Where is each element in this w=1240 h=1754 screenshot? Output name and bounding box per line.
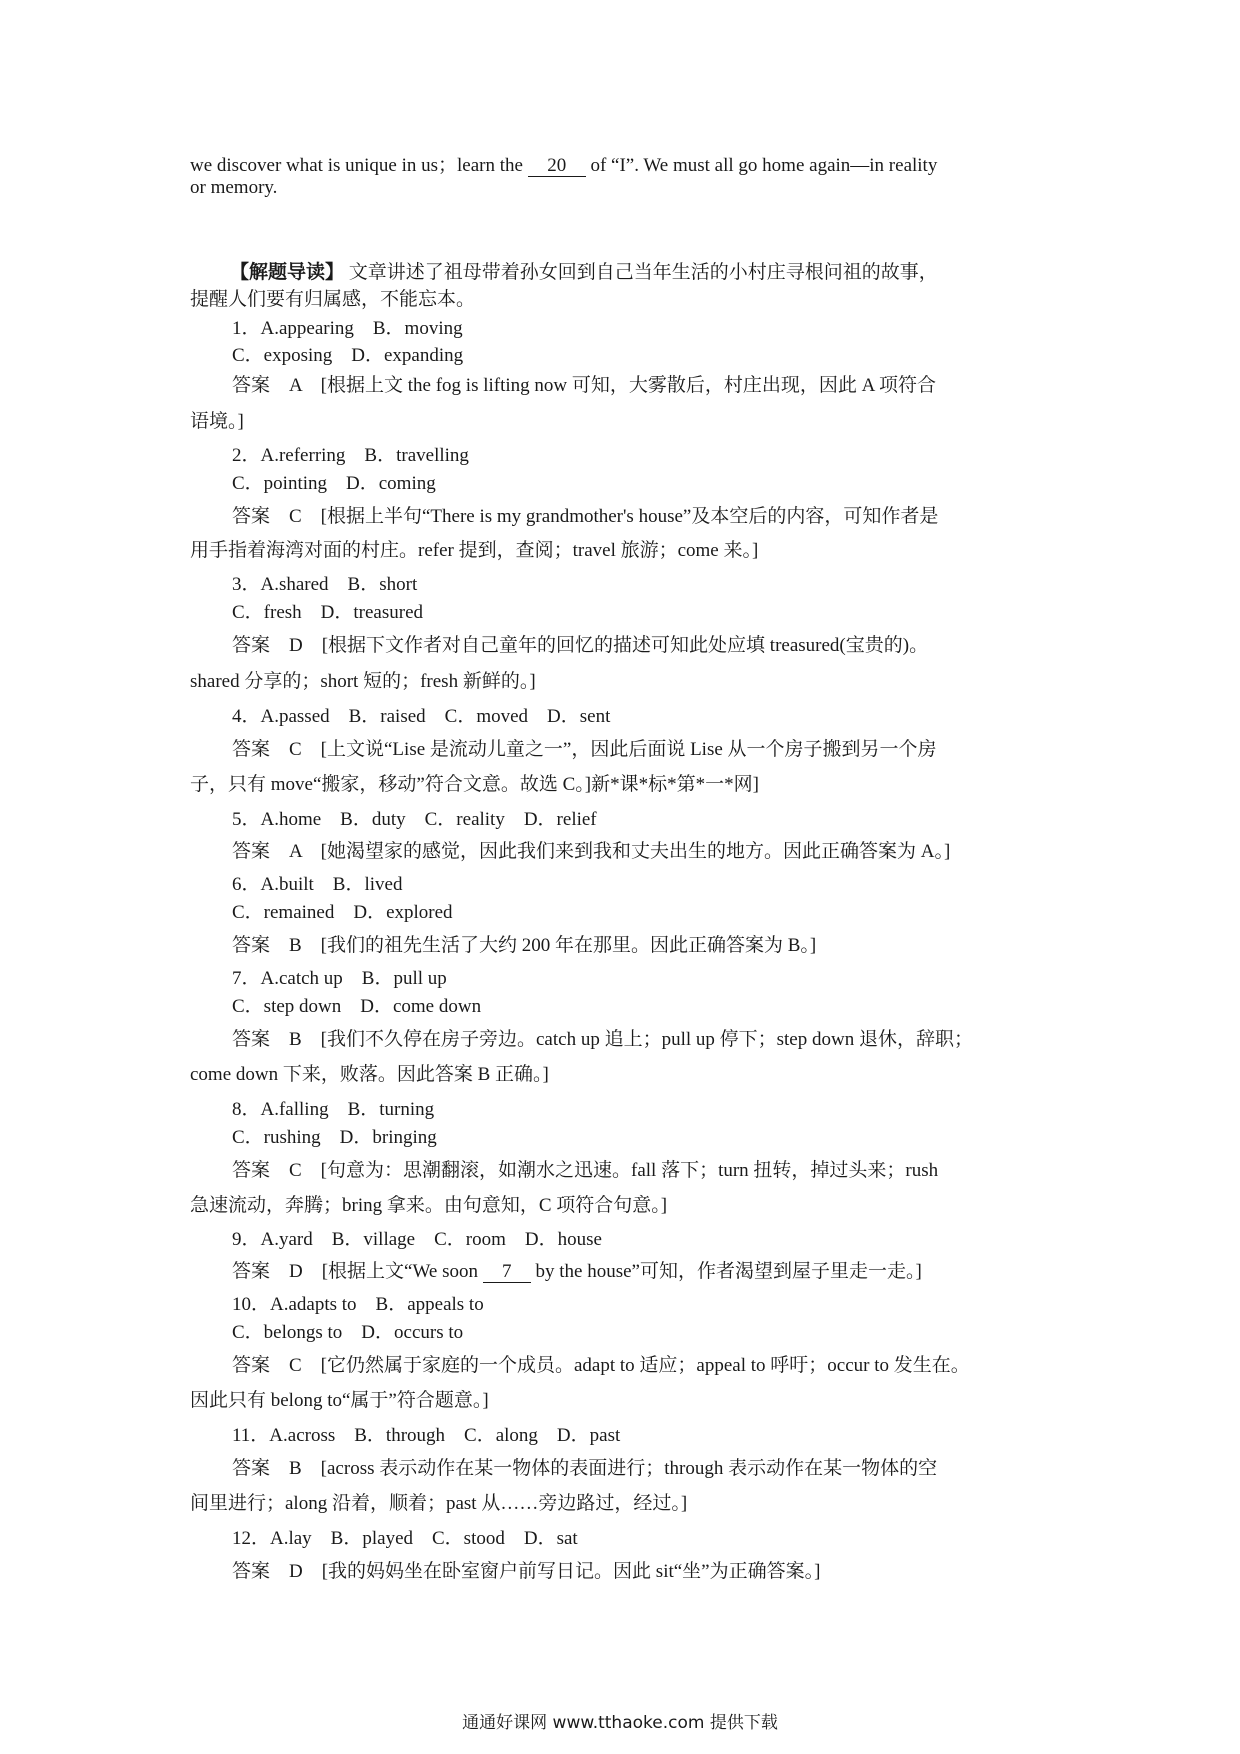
q10-options-1: 10．A.adapts to B．appeals to: [232, 1294, 484, 1315]
q10-answer-cont: 因此只有 belong to“属于”符合题意。]: [190, 1390, 489, 1411]
q6-options-2: C．remained D．explored: [232, 902, 453, 923]
q7-answer: 答案 B [我们不久停在房子旁边。catch up 追上；pull up 停下；step down 退休，辞职；: [232, 1029, 973, 1050]
q4-answer-cont: 子，只有 move“搬家，移动”符合文意。故选 C。]新*课*标*第*一*网]: [190, 774, 759, 795]
q12-answer: 答案 D [我的妈妈坐在卧室窗户前写日记。因此 sit“坐”为正确答案。]: [232, 1561, 821, 1582]
guide-line-2: 提醒人们要有归属感，不能忘本。: [190, 289, 476, 310]
q1-answer-cont: 语境。]: [190, 411, 244, 432]
passage-line-2: or memory.: [190, 177, 278, 198]
q12-options-1: 12．A.lay B．played C．stood D．sat: [232, 1528, 578, 1549]
q8-answer-cont: 急速流动，奔腾；bring 拿来。由句意知，C 项符合句意。]: [190, 1195, 668, 1216]
passage-text: of “I”. We must all go home again—in reality: [585, 155, 938, 176]
q2-options-2: C．pointing D．coming: [232, 473, 436, 494]
q10-answer: 答案 C [它仍然属于家庭的一个成员。adapt to 适应；appeal to 呼吁；occur to 发生在。: [232, 1355, 970, 1376]
footer-watermark: 通通好课网 www.tthaoke.com 提供下载: [462, 1713, 778, 1733]
q7-options-1: 7．A.catch up B．pull up: [232, 968, 447, 989]
q6-answer: 答案 B [我们的祖先生活了大约 200 年在那里。因此正确答案为 B。]: [232, 935, 817, 956]
q3-options-2: C．fresh D．treasured: [232, 602, 424, 623]
q5-options-1: 5．A.home B．duty C．reality D．relief: [232, 809, 597, 830]
q11-options-1: 11．A.across B．through C．along D．past: [232, 1425, 621, 1446]
q7-options-2: C．step down D．come down: [232, 996, 482, 1017]
q1-answer: 答案 A [根据上文 the fog is lifting now 可知，大雾散后，村庄出现，因此 A 项符合: [232, 375, 937, 396]
q8-options-2: C．rushing D．bringing: [232, 1127, 437, 1148]
q4-answer: 答案 C [上文说“Lise 是流动儿童之一”，因此后面说 Lise 从一个房子搬到另一个房: [232, 739, 937, 760]
q9-answer-text: 答案 D [根据上文“We soon: [232, 1261, 483, 1282]
blank-7: 7: [483, 1262, 531, 1283]
blank-20: 20: [528, 156, 586, 177]
q11-answer-cont: 间里进行；along 沿着，顺着；past 从……旁边路过，经过。]: [190, 1493, 688, 1514]
q3-answer: 答案 D [根据下文作者对自己童年的回忆的描述可知此处应填 treasured(宝贵的)。: [232, 635, 929, 656]
q9-answer-text: by the house”可知，作者渴望到屋子里走一走。]: [530, 1261, 922, 1282]
q3-answer-cont: shared 分享的；short 短的；fresh 新鲜的。]: [190, 671, 536, 692]
guide-title: 【解题导读】: [230, 262, 345, 283]
q6-options-1: 6．A.built B．lived: [232, 874, 403, 895]
q10-options-2: C．belongs to D．occurs to: [232, 1322, 464, 1343]
q9-answer: [232, 1256, 922, 1283]
q11-answer: 答案 B [across 表示动作在某一物体的表面进行；through 表示动作在某一物体的空: [232, 1458, 938, 1479]
q4-options-1: 4．A.passed B．raised C．moved D．sent: [232, 706, 611, 727]
q9-options-1: 9．A.yard B．village C．room D．house: [232, 1229, 602, 1250]
q2-options-1: 2．A.referring B．travelling: [232, 445, 469, 466]
q1-options-2: C．exposing D．expanding: [232, 345, 464, 366]
q8-answer: 答案 C [句意为：思潮翻滚，如潮水之迅速。fall 落下；turn 扭转，掉过头来；rush: [232, 1160, 939, 1181]
q3-options-1: 3．A.shared B．short: [232, 574, 418, 595]
q5-answer: 答案 A [她渴望家的感觉，因此我们来到我和丈夫出生的地方。因此正确答案为 A。]: [232, 841, 951, 862]
q2-answer: 答案 C [根据上半句“There is my grandmother's house”及本空后的内容，可知作者是: [232, 506, 939, 527]
passage-text: we discover what is unique in us；learn the: [190, 155, 528, 176]
q8-options-1: 8．A.falling B．turning: [232, 1099, 435, 1120]
q1-options-1: 1．A.appearing B．moving: [232, 318, 463, 339]
q2-answer-cont: 用手指着海湾对面的村庄。refer 提到，查阅；travel 旅游；come 来。]: [190, 540, 759, 561]
guide-text: 文章讲述了祖母带着孙女回到自己当年生活的小村庄寻根问祖的故事，: [344, 262, 938, 283]
passage-line-1: [190, 150, 937, 177]
q7-answer-cont: come down 下来，败落。因此答案 B 正确。]: [190, 1064, 549, 1085]
guide-line-1: [230, 257, 938, 284]
